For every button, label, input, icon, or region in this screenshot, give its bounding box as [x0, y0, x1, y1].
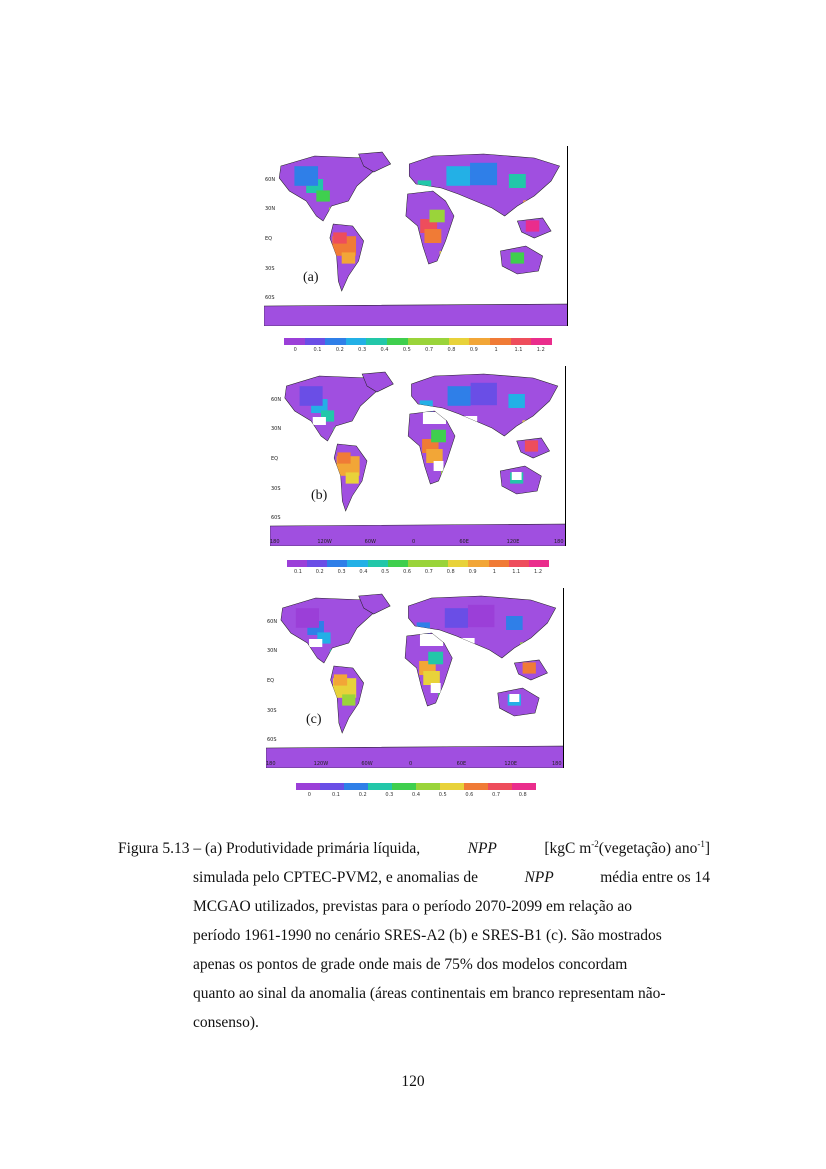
colorbar-tick-label: 0.2: [358, 792, 367, 798]
colorbar-tick-label: 0.9: [468, 569, 477, 575]
lon-label: 120W: [317, 539, 332, 545]
lat-label: 60N: [271, 396, 282, 403]
colorbar-c: [296, 783, 536, 790]
colorbar-tick-label: 0: [293, 347, 297, 353]
colorbar-segment: [511, 338, 532, 345]
colorbar-segment: [531, 338, 552, 345]
colorbar-tick-label: 0.8: [446, 569, 455, 575]
lat-label: 30S: [267, 707, 277, 714]
lon-label: 60E: [456, 761, 467, 767]
caption-text: média entre os 14: [600, 869, 710, 886]
colorbar-tick-label: 1.2: [536, 347, 545, 353]
colorbar-segment: [327, 560, 347, 567]
lon-label: 180: [554, 539, 564, 545]
colorbar-segment: [440, 783, 464, 790]
world-map-b: [270, 366, 566, 546]
caption-line-7: consenso).: [193, 1014, 259, 1031]
colorbar-segment: [287, 560, 307, 567]
colorbar-segment: [464, 783, 488, 790]
colorbar-tick-label: 0.1: [332, 792, 340, 798]
colorbar-tick-label: 1.1: [514, 347, 523, 353]
lon-label: 60W: [361, 761, 373, 767]
lon-label: 120E: [506, 539, 520, 545]
lat-label: 60N: [267, 618, 278, 625]
colorbar-tick-label: 1.1: [512, 569, 521, 575]
colorbar-tick-label: 0.4: [359, 569, 368, 575]
figure-caption: [118, 834, 710, 1037]
panel-label-b: (b): [311, 488, 328, 503]
colorbar-tick-label: 0.8: [447, 347, 456, 353]
colorbar-tick-label: 0.1: [293, 569, 302, 575]
colorbar-segment: [512, 783, 536, 790]
lat-label: EQ: [265, 236, 273, 242]
colorbar-segment: [387, 338, 408, 345]
colorbar-segment: [490, 338, 511, 345]
colorbar-segment: [305, 338, 326, 345]
lat-label: EQ: [267, 678, 275, 684]
colorbar-ticks-b: [287, 569, 549, 575]
colorbar-segment: [468, 560, 488, 567]
colorbar-tick-label: 0.2: [315, 569, 324, 575]
colorbar-tick-label: 0.5: [381, 569, 390, 575]
colorbar-tick-label: 0.3: [385, 792, 394, 798]
colorbar-segment: [392, 783, 416, 790]
caption-line-2: [118, 863, 710, 892]
colorbar-segment: [284, 338, 305, 345]
lon-label: 180: [552, 761, 562, 767]
panel-label-a: (a): [303, 270, 319, 285]
lat-label: 30N: [271, 426, 282, 433]
colorbar-b: [287, 560, 549, 567]
lat-label: EQ: [271, 456, 279, 462]
colorbar-segment: [529, 560, 549, 567]
colorbar-segment: [366, 338, 387, 345]
colorbar-segment: [346, 338, 367, 345]
colorbar-segment: [320, 783, 344, 790]
colorbar-tick-label: 0.9: [469, 347, 478, 353]
colorbar-tick-label: 0.7: [424, 569, 433, 575]
colorbar-tick-label: 0.4: [380, 347, 389, 353]
caption-line-4: período 1961-1990 no cenário SRES-A2 (b) e SRES-B1 (c). São mostrados: [193, 927, 662, 944]
lon-label: 60E: [459, 539, 469, 545]
lat-label: 30N: [265, 206, 276, 213]
caption-text: NPP: [467, 840, 497, 857]
colorbar-segment: [408, 338, 429, 345]
lon-label: 120W: [313, 761, 329, 767]
colorbar-tick-label: 1.2: [534, 569, 542, 575]
colorbar-segment: [449, 338, 470, 345]
lon-label: 60W: [364, 539, 376, 545]
caption-text: [kgC $m^{-2}(vegetação)$ ano$^{-1}$]: [544, 839, 710, 857]
map-frame-c: [563, 588, 564, 768]
colorbar-segment: [428, 560, 448, 567]
colorbar-segment: [469, 338, 490, 345]
lat-label: 60S: [265, 295, 275, 302]
colorbar-tick-label: 0.4: [412, 792, 420, 798]
colorbar-segment: [325, 338, 346, 345]
page-number: 120: [401, 1073, 425, 1090]
colorbar-segment: [428, 338, 449, 345]
lat-label: 60N: [265, 176, 276, 183]
caption-text: NPP: [524, 869, 554, 886]
lat-label: 30N: [267, 648, 278, 655]
colorbar-tick-label: 0.5: [438, 792, 447, 798]
lon-label: 0: [412, 539, 416, 545]
colorbar-tick-label: 0.7: [492, 792, 501, 798]
colorbar-tick-label: 0.3: [337, 569, 346, 575]
colorbar-segment: [448, 560, 468, 567]
lat-label: 30S: [265, 265, 275, 272]
colorbar-tick-label: 0.5: [402, 347, 411, 353]
colorbar-tick-label: 0.7: [425, 347, 434, 353]
map-frame-a: [567, 146, 568, 326]
colorbar-tick-label: 0.3: [358, 347, 367, 353]
colorbar-tick-label: 0.8: [518, 792, 527, 798]
lon-label: 180: [266, 761, 276, 767]
colorbar-tick-label: 0.6: [465, 792, 474, 798]
lat-label: 30S: [271, 485, 281, 492]
caption-text: Figura 5.13 – (a) Produtividade primária líquida,: [118, 840, 421, 857]
colorbar-segment: [368, 783, 392, 790]
lon-label: 180: [270, 539, 280, 545]
lon-label: 0: [409, 761, 413, 767]
colorbar-tick-label: 0: [307, 792, 311, 798]
colorbar-tick-label: 1: [494, 347, 498, 353]
colorbar-segment: [368, 560, 388, 567]
caption-text: simulada pelo CPTEC-PVM2, e anomalias de: [193, 869, 478, 886]
lat-label: 60S: [271, 515, 281, 522]
colorbar-ticks-a: [284, 347, 552, 353]
colorbar-segment: [408, 560, 428, 567]
world-map-a: [264, 146, 568, 326]
colorbar-segment: [344, 783, 368, 790]
colorbar-segment: [347, 560, 367, 567]
world-map-c: [266, 588, 564, 768]
colorbar-ticks-c: [296, 792, 536, 798]
colorbar-segment: [307, 560, 327, 567]
caption-line-6: quanto ao sinal da anomalia (áreas continentais em branco representam não-: [193, 985, 666, 1002]
colorbar-segment: [509, 560, 529, 567]
lon-label: 120E: [504, 761, 518, 767]
caption-line-3: MCGAO utilizados, previstas para o período 2070-2099 em relação ao: [193, 898, 633, 915]
colorbar-segment: [489, 560, 509, 567]
map-frame-b: [565, 366, 566, 546]
caption-line-1: [118, 834, 710, 863]
colorbar-segment: [388, 560, 408, 567]
colorbar-segment: [488, 783, 512, 790]
colorbar-tick-label: 0.6: [403, 569, 412, 575]
lat-label: 60S: [267, 737, 277, 744]
colorbar-tick-label: 0.1: [313, 347, 322, 353]
colorbar-tick-label: 1: [492, 569, 496, 575]
colorbar-a: [284, 338, 552, 345]
panel-label-c: (c): [306, 712, 322, 727]
colorbar-tick-label: 0.2: [335, 347, 344, 353]
colorbar-segment: [416, 783, 440, 790]
colorbar-segment: [296, 783, 320, 790]
caption-line-5: apenas os pontos de grade onde mais de 75% dos modelos concordam: [193, 956, 628, 973]
